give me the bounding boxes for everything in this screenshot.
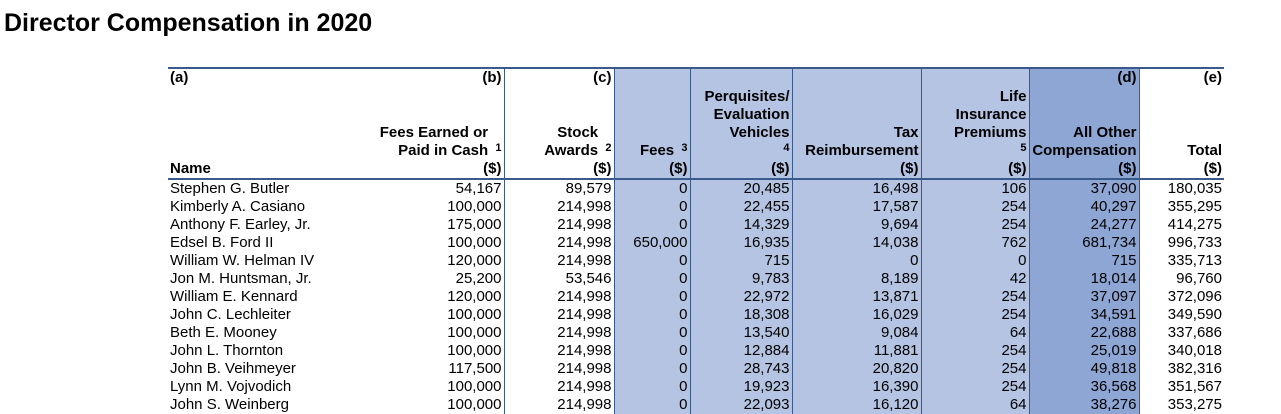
director-name-cell: Beth E. Mooney <box>170 324 277 341</box>
column-header-label: Total <box>1187 142 1222 159</box>
column-unit: ($) <box>358 160 504 179</box>
value-cell: 349,590 <box>1139 306 1224 324</box>
column-unit: Name <box>168 160 358 179</box>
value-cell: 0 <box>614 396 690 414</box>
column-header <box>358 87 504 160</box>
value-cell: 340,018 <box>1139 342 1224 360</box>
value-cell: 180,035 <box>1139 179 1224 198</box>
value-cell: 0 <box>614 360 690 378</box>
director-name-cell: Kimberly A. Casiano <box>170 198 306 215</box>
table-row <box>168 252 1224 270</box>
value-cell: 49,818 <box>1029 360 1139 378</box>
value-cell: 18,308 <box>690 306 792 324</box>
value-cell: 214,998 <box>504 378 614 396</box>
director-name-cell: John L. Thornton <box>170 342 284 359</box>
column-header-label: Fees <box>639 142 675 159</box>
director-name-cell: Anthony F. Earley, Jr. <box>170 216 311 233</box>
value-cell: 0 <box>614 342 690 360</box>
value-cell: 14,329 <box>690 216 792 234</box>
column-header-row <box>168 87 1224 160</box>
value-cell: 22,972 <box>690 288 792 306</box>
director-name-cell: John C. Lechleiter <box>170 306 291 323</box>
value-cell: 22,093 <box>690 396 792 414</box>
table-row <box>168 270 1224 288</box>
value-cell: 40,297 <box>1029 198 1139 216</box>
value-cell: 64 <box>921 396 1029 414</box>
column-header <box>168 87 358 160</box>
column-unit-row <box>168 160 1224 179</box>
value-cell: 254 <box>921 378 1029 396</box>
value-cell: 18,014 <box>1029 270 1139 288</box>
compensation-table <box>168 67 1224 414</box>
director-name-cell: Edsel B. Ford II <box>170 234 274 251</box>
value-cell: 650,000 <box>614 234 690 252</box>
value-cell: 16,935 <box>690 234 792 252</box>
page-title: Director Compensation in 2020 <box>4 9 373 37</box>
value-cell: 20,485 <box>690 179 792 198</box>
value-cell: 100,000 <box>447 342 502 359</box>
value-cell: 0 <box>792 252 921 270</box>
value-cell: 13,540 <box>690 324 792 342</box>
value-cell: 254 <box>921 360 1029 378</box>
value-cell: 372,096 <box>1139 288 1224 306</box>
value-cell: 22,455 <box>690 198 792 216</box>
column-unit: ($) <box>690 160 792 179</box>
value-cell: 214,998 <box>504 306 614 324</box>
value-cell: 120,000 <box>447 252 502 269</box>
value-cell: 12,884 <box>690 342 792 360</box>
table-row <box>168 216 1224 234</box>
value-cell: 254 <box>921 306 1029 324</box>
value-cell: 0 <box>614 179 690 198</box>
value-cell: 681,734 <box>1029 234 1139 252</box>
column-letter: (e) <box>1139 68 1224 87</box>
director-name-cell: William E. Kennard <box>170 288 298 305</box>
value-cell: 14,038 <box>792 234 921 252</box>
value-cell: 715 <box>1029 252 1139 270</box>
value-cell: 9,694 <box>792 216 921 234</box>
value-cell: 34,591 <box>1029 306 1139 324</box>
column-letter <box>921 68 1029 87</box>
value-cell: 0 <box>614 252 690 270</box>
value-cell: 414,275 <box>1139 216 1224 234</box>
column-letter <box>792 68 921 87</box>
column-letter <box>614 68 690 87</box>
value-cell: 16,390 <box>792 378 921 396</box>
footnote-marker: 5 <box>1017 142 1027 154</box>
value-cell: 28,743 <box>690 360 792 378</box>
value-cell: 25,019 <box>1029 342 1139 360</box>
value-cell: 715 <box>690 252 792 270</box>
table-body <box>168 179 1224 414</box>
table-row <box>168 342 1224 360</box>
value-cell: 214,998 <box>504 324 614 342</box>
column-letter: (b) <box>358 68 504 87</box>
column-letter: (a) <box>168 68 358 87</box>
column-header-label: Stock Awards <box>544 124 599 159</box>
value-cell: 0 <box>614 324 690 342</box>
column-unit: ($) <box>1139 160 1224 179</box>
director-name-cell: John S. Weinberg <box>170 396 289 413</box>
table-row <box>168 198 1224 216</box>
column-letter <box>690 68 792 87</box>
value-cell: 38,276 <box>1029 396 1139 414</box>
column-header <box>690 87 792 160</box>
table-row <box>168 324 1224 342</box>
value-cell: 24,277 <box>1029 216 1139 234</box>
value-cell: 353,275 <box>1139 396 1224 414</box>
column-unit: ($) <box>1029 160 1139 179</box>
footnote-marker: 2 <box>602 142 612 154</box>
value-cell: 100,000 <box>447 234 502 251</box>
director-name-cell: Jon M. Huntsman, Jr. <box>170 270 312 287</box>
value-cell: 0 <box>614 270 690 288</box>
value-cell: 22,688 <box>1029 324 1139 342</box>
table-row <box>168 360 1224 378</box>
value-cell: 64 <box>921 324 1029 342</box>
director-name-cell: William W. Helman IV <box>170 252 315 269</box>
table-row <box>168 234 1224 252</box>
value-cell: 214,998 <box>504 288 614 306</box>
value-cell: 17,587 <box>792 198 921 216</box>
value-cell: 16,120 <box>792 396 921 414</box>
value-cell: 20,820 <box>792 360 921 378</box>
value-cell: 382,316 <box>1139 360 1224 378</box>
value-cell: 355,295 <box>1139 198 1224 216</box>
value-cell: 214,998 <box>504 360 614 378</box>
column-header-label: Tax Reimbursement <box>805 124 919 159</box>
value-cell: 54,167 <box>455 180 502 197</box>
column-header <box>921 87 1029 160</box>
table-row <box>168 306 1224 324</box>
value-cell: 8,189 <box>792 270 921 288</box>
value-cell: 254 <box>921 216 1029 234</box>
value-cell: 53,546 <box>504 270 614 288</box>
value-cell: 100,000 <box>447 198 502 215</box>
footnote-marker: 3 <box>678 142 688 154</box>
value-cell: 214,998 <box>504 234 614 252</box>
value-cell: 106 <box>921 179 1029 198</box>
value-cell: 0 <box>614 288 690 306</box>
value-cell: 0 <box>614 216 690 234</box>
value-cell: 335,713 <box>1139 252 1224 270</box>
value-cell: 996,733 <box>1139 234 1224 252</box>
director-name-cell: John B. Veihmeyer <box>170 360 296 377</box>
table-row <box>168 396 1224 414</box>
value-cell: 175,000 <box>447 216 502 233</box>
value-cell: 100,000 <box>447 378 502 395</box>
value-cell: 762 <box>921 234 1029 252</box>
table-row <box>168 179 1224 198</box>
table-row <box>168 288 1224 306</box>
column-header-label: Life Insurance Premiums <box>953 88 1027 141</box>
value-cell: 254 <box>921 288 1029 306</box>
column-header <box>614 87 690 160</box>
column-unit: ($) <box>504 160 614 179</box>
footnote-marker: 4 <box>780 142 790 154</box>
column-letter: (d) <box>1029 68 1139 87</box>
value-cell: 16,498 <box>792 179 921 198</box>
value-cell: 254 <box>921 198 1029 216</box>
value-cell: 214,998 <box>504 198 614 216</box>
value-cell: 16,029 <box>792 306 921 324</box>
value-cell: 25,200 <box>455 270 502 287</box>
value-cell: 36,568 <box>1029 378 1139 396</box>
column-header <box>1139 87 1224 160</box>
value-cell: 37,097 <box>1029 288 1139 306</box>
column-header-label: Perquisites/ Evaluation Vehicles <box>704 88 790 141</box>
value-cell: 0 <box>614 378 690 396</box>
value-cell: 100,000 <box>447 396 502 413</box>
value-cell: 117,500 <box>448 360 502 377</box>
column-unit: ($) <box>614 160 690 179</box>
value-cell: 100,000 <box>447 324 502 341</box>
column-header-label: All Other Compensation <box>1032 124 1137 159</box>
value-cell: 9,084 <box>792 324 921 342</box>
column-header-label: Fees Earned or Paid in Cash <box>379 124 489 159</box>
value-cell: 214,998 <box>504 252 614 270</box>
column-header <box>792 87 921 160</box>
value-cell: 100,000 <box>447 306 502 323</box>
footnote-marker: 1 <box>492 142 502 154</box>
value-cell: 337,686 <box>1139 324 1224 342</box>
value-cell: 0 <box>614 306 690 324</box>
table-row <box>168 378 1224 396</box>
value-cell: 37,090 <box>1029 179 1139 198</box>
column-letter: (c) <box>504 68 614 87</box>
value-cell: 13,871 <box>792 288 921 306</box>
value-cell: 120,000 <box>447 288 502 305</box>
column-unit: ($) <box>921 160 1029 179</box>
value-cell: 0 <box>614 198 690 216</box>
director-name-cell: Lynn M. Vojvodich <box>170 378 292 395</box>
column-header <box>1029 87 1139 160</box>
value-cell: 11,881 <box>792 342 921 360</box>
value-cell: 214,998 <box>504 396 614 414</box>
column-letter-row <box>168 68 1224 87</box>
column-header <box>504 87 614 160</box>
value-cell: 214,998 <box>504 216 614 234</box>
value-cell: 19,923 <box>690 378 792 396</box>
value-cell: 214,998 <box>504 342 614 360</box>
column-unit: ($) <box>792 160 921 179</box>
value-cell: 9,783 <box>690 270 792 288</box>
value-cell: 254 <box>921 342 1029 360</box>
value-cell: 42 <box>921 270 1029 288</box>
value-cell: 89,579 <box>504 179 614 198</box>
value-cell: 0 <box>921 252 1029 270</box>
value-cell: 96,760 <box>1139 270 1224 288</box>
director-name-cell: Stephen G. Butler <box>170 180 290 197</box>
value-cell: 351,567 <box>1139 378 1224 396</box>
